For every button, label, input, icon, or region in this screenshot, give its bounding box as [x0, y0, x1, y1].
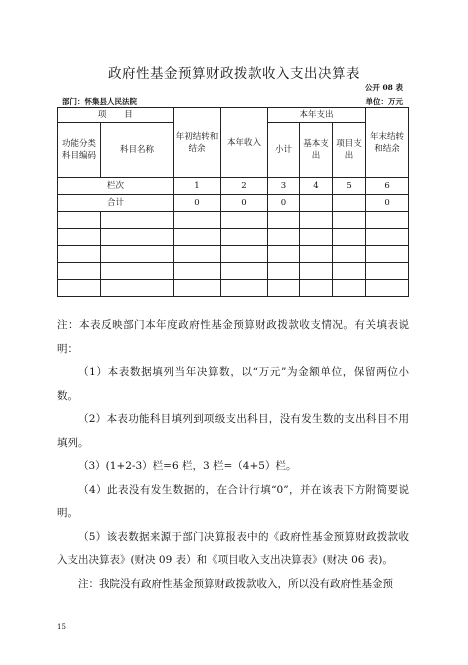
note-item-1: （1）本表数据填列当年决算数，以“万元”为金额单位，保留两位小数。 [57, 366, 409, 402]
table-cell: 0 [221, 195, 268, 212]
table-row [58, 212, 409, 229]
table-cell: 0 [174, 195, 221, 212]
header-begin-balance: 年初结转和结余 [174, 108, 221, 178]
header-subtotal: 小计 [268, 123, 300, 178]
page-number: 15 [57, 623, 66, 631]
table-cell: 4 [300, 178, 333, 195]
note-item-3: （3）(1+2-3）栏=6 栏，3 栏=（4+5）栏。 [78, 460, 297, 472]
table-row [58, 229, 409, 246]
budget-table [57, 107, 409, 297]
header-func-code: 功能分类科目编码 [58, 123, 101, 178]
note-item-4: （4）此表没有发生数据的，在合计行填“0”，并在该表下方附简要说明。 [57, 483, 409, 519]
header-basic: 基本支出 [300, 123, 333, 178]
table-cell [333, 195, 366, 212]
header-end-balance: 年末结转和结余 [366, 108, 409, 178]
table-row-total [58, 195, 409, 212]
note-intro: 注：本表反映部门本年度政府性基金预算财政拨款收支情况。有关填表说明： [57, 319, 409, 355]
unit-label: 单位：万元 [365, 97, 403, 106]
header-subject-name: 科目名称 [101, 123, 174, 178]
table-row [58, 280, 409, 297]
note-item-2: （2）本表功能科目填列到项级支出科目，没有发生数的支出科目不用填列。 [57, 413, 409, 449]
header-project: 项目支出 [333, 123, 366, 178]
table-cell: 2 [221, 178, 268, 195]
lanci-label: 栏次 [58, 178, 174, 195]
table-cell: 3 [268, 178, 300, 195]
table-cell: 0 [268, 195, 300, 212]
department-label: 部门：怀集县人民法院 [62, 97, 137, 106]
note-remark: 注：我院没有政府性基金预算财政拨款收入，所以没有政府性基金预 [78, 577, 393, 590]
header-year-expense: 本年支出 [268, 108, 366, 123]
page-title: 政府性基金预算财政拨款收入支出决算表 [108, 66, 360, 82]
table-cell: 1 [174, 178, 221, 195]
table-cell: 6 [366, 178, 409, 195]
note-item-5: （5）该表数据来源于部门决算报表中的《政府性基金预算财政拨款收入支出决算表》(财决 09 表）和《项目收入支出决算表》(财决 06 表)。 [57, 530, 409, 566]
form-number: 公开 08 表 [364, 83, 403, 92]
table-cell [300, 195, 333, 212]
header-item: 项 目 [58, 108, 174, 123]
table-row [58, 263, 409, 280]
table-row-lanci [58, 178, 409, 195]
table-cell: 0 [366, 195, 409, 212]
header-year-income: 本年收入 [221, 108, 268, 178]
notes-section [57, 314, 409, 596]
table-cell: 5 [333, 178, 366, 195]
table-row [58, 246, 409, 263]
total-label: 合计 [58, 195, 174, 212]
